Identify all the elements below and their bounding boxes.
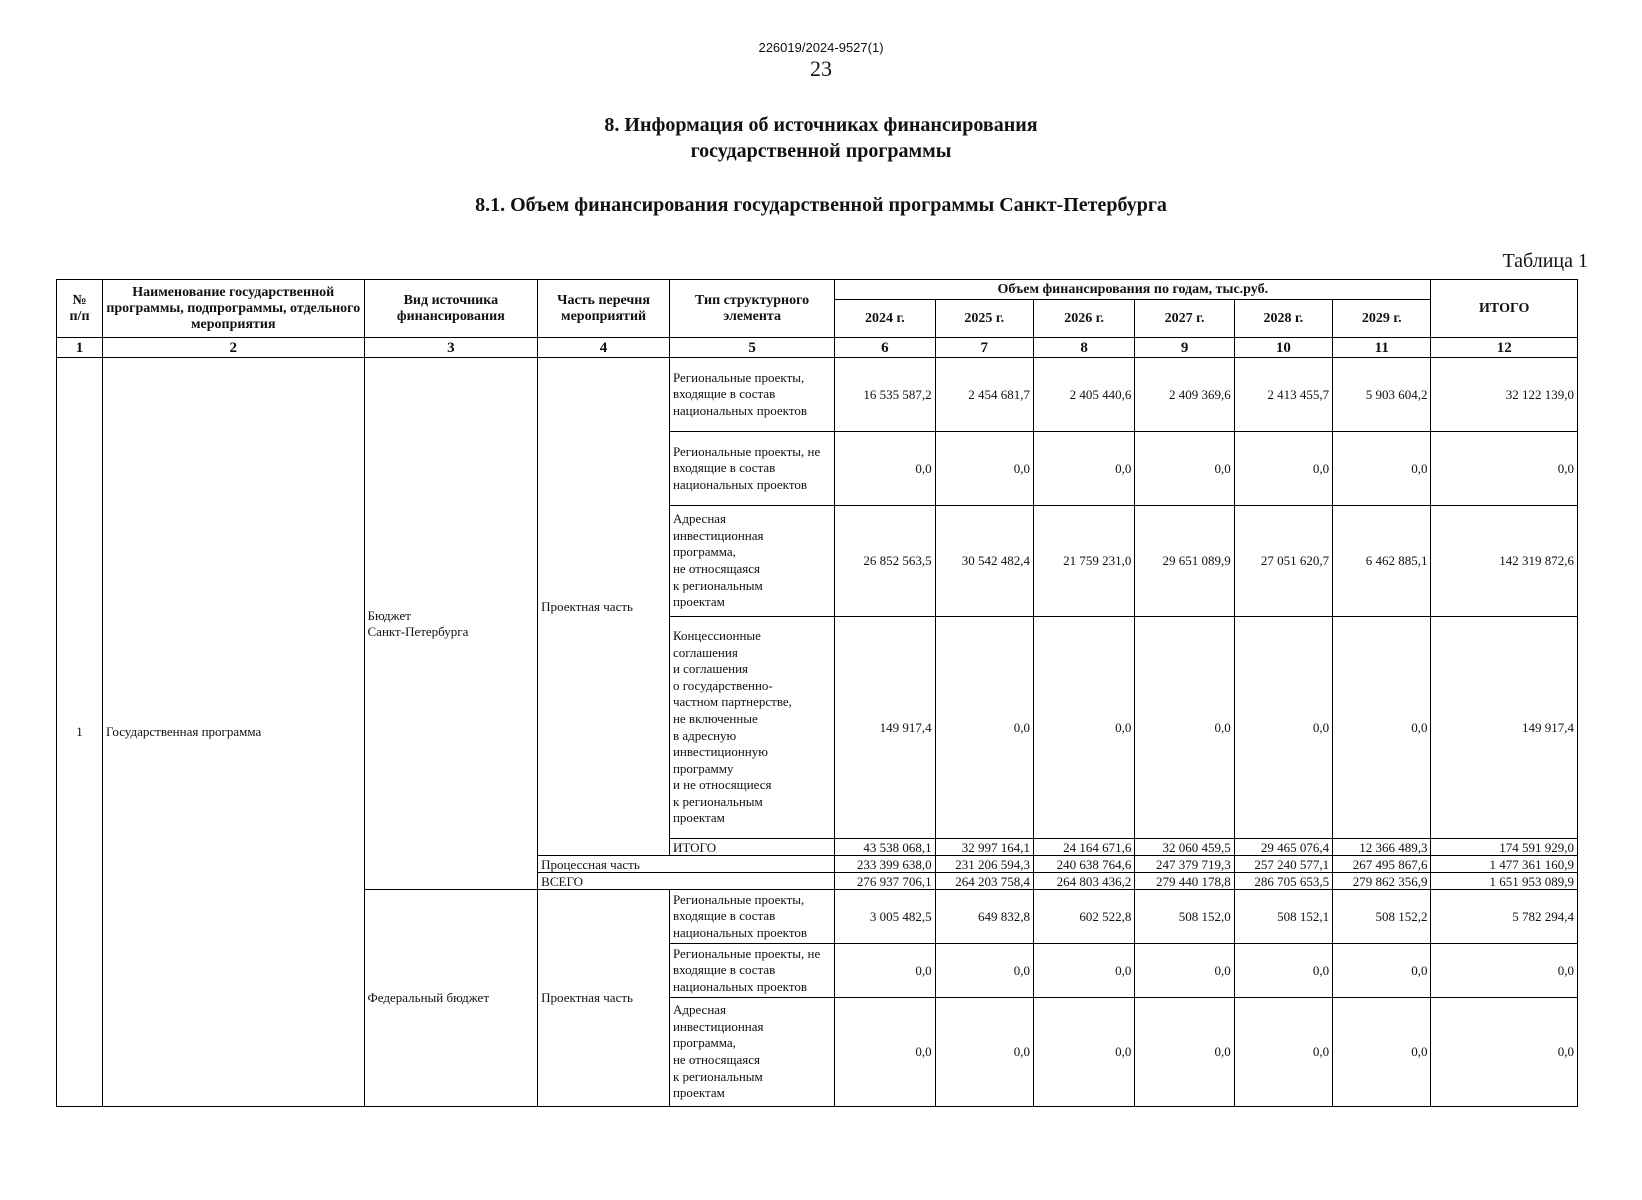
value-cell: 0,0 [1234, 432, 1332, 506]
financing-table [56, 279, 1578, 1107]
value-cell: 29 465 076,4 [1234, 839, 1332, 856]
total-cell: 5 782 294,4 [1431, 890, 1578, 944]
value-cell: 0,0 [935, 998, 1033, 1107]
value-cell: 0,0 [1234, 998, 1332, 1107]
value-cell: 279 862 356,9 [1333, 873, 1431, 890]
total-cell: 174 591 929,0 [1431, 839, 1578, 856]
total-cell: 1 477 361 160,9 [1431, 856, 1578, 873]
value-cell: 279 440 178,8 [1135, 873, 1234, 890]
column-number: 1 [57, 338, 103, 358]
program-name: Государственная программа [103, 358, 365, 1107]
element-type: Адресная инвестиционная программа, не относящаяся к региональным проектам [669, 506, 834, 617]
value-cell: 0,0 [1033, 432, 1134, 506]
value-cell: 32 997 164,1 [935, 839, 1033, 856]
table-label: Таблица 1 [1502, 250, 1588, 272]
grand-total-label: ВСЕГО [538, 873, 835, 890]
header-year: 2027 г. [1135, 300, 1234, 338]
value-cell: 16 535 587,2 [835, 358, 935, 432]
value-cell: 32 060 459,5 [1135, 839, 1234, 856]
value-cell: 231 206 594,3 [935, 856, 1033, 873]
value-cell: 508 152,2 [1333, 890, 1431, 944]
value-cell: 2 405 440,6 [1033, 358, 1134, 432]
value-cell: 26 852 563,5 [835, 506, 935, 617]
value-cell: 0,0 [1135, 432, 1234, 506]
column-number: 3 [364, 338, 538, 358]
value-cell: 0,0 [1135, 998, 1234, 1107]
value-cell: 12 366 489,3 [1333, 839, 1431, 856]
value-cell: 0,0 [1333, 432, 1431, 506]
value-cell: 2 413 455,7 [1234, 358, 1332, 432]
process-part-label: Процессная часть [538, 856, 835, 873]
value-cell: 0,0 [935, 617, 1033, 839]
element-type: Региональные проекты, не входящие в состав национальных проектов [669, 944, 834, 998]
value-cell: 6 462 885,1 [1333, 506, 1431, 617]
column-number: 11 [1333, 338, 1431, 358]
header-funding-source: Вид источника финансирования [364, 280, 538, 338]
value-cell: 257 240 577,1 [1234, 856, 1332, 873]
header-total: ИТОГО [1431, 280, 1578, 338]
value-cell: 2 409 369,6 [1135, 358, 1234, 432]
header-year: 2026 г. [1033, 300, 1134, 338]
column-number-row [57, 338, 1578, 358]
value-cell: 233 399 638,0 [835, 856, 935, 873]
value-cell: 5 903 604,2 [1333, 358, 1431, 432]
subtotal-label: ИТОГО [669, 839, 834, 856]
value-cell: 149 917,4 [835, 617, 935, 839]
header-element-type: Тип структурного элемента [669, 280, 834, 338]
value-cell: 276 937 706,1 [835, 873, 935, 890]
column-number: 9 [1135, 338, 1234, 358]
total-cell: 149 917,4 [1431, 617, 1578, 839]
value-cell: 0,0 [835, 998, 935, 1107]
subsection-title: 8.1. Объем финансирования государственной программы Санкт-Петербурга [475, 194, 1167, 216]
row-number: 1 [57, 358, 103, 1107]
value-cell: 0,0 [1234, 617, 1332, 839]
value-cell: 21 759 231,0 [1033, 506, 1134, 617]
value-cell: 0,0 [1033, 944, 1134, 998]
element-type: Региональные проекты, входящие в состав национальных проектов [669, 358, 834, 432]
header-year: 2024 г. [835, 300, 935, 338]
value-cell: 0,0 [1234, 944, 1332, 998]
value-cell: 0,0 [1033, 617, 1134, 839]
value-cell: 0,0 [1135, 617, 1234, 839]
value-cell: 0,0 [835, 432, 935, 506]
value-cell: 0,0 [1333, 944, 1431, 998]
funding-source-city-budget: Бюджет Санкт-Петербурга [364, 358, 538, 890]
value-cell: 24 164 671,6 [1033, 839, 1134, 856]
document-registration-number: 226019/2024-9527(1) [758, 40, 884, 55]
value-cell: 0,0 [1033, 998, 1134, 1107]
value-cell: 247 379 719,3 [1135, 856, 1234, 873]
table-row [57, 358, 1578, 432]
total-cell: 142 319 872,6 [1431, 506, 1578, 617]
column-number: 8 [1033, 338, 1134, 358]
value-cell: 240 638 764,6 [1033, 856, 1134, 873]
activity-part: Проектная часть [538, 358, 670, 856]
header-year: 2025 г. [935, 300, 1033, 338]
header-num: № п/п [57, 280, 103, 338]
total-cell: 0,0 [1431, 432, 1578, 506]
value-cell: 264 803 436,2 [1033, 873, 1134, 890]
value-cell: 0,0 [835, 944, 935, 998]
activity-part: Проектная часть [538, 890, 670, 1107]
value-cell: 27 051 620,7 [1234, 506, 1332, 617]
column-number: 6 [835, 338, 935, 358]
column-number: 12 [1431, 338, 1578, 358]
header-year: 2029 г. [1333, 300, 1431, 338]
value-cell: 286 705 653,5 [1234, 873, 1332, 890]
value-cell: 508 152,1 [1234, 890, 1332, 944]
total-cell: 0,0 [1431, 944, 1578, 998]
value-cell: 43 538 068,1 [835, 839, 935, 856]
column-number: 5 [669, 338, 834, 358]
total-cell: 1 651 953 089,9 [1431, 873, 1578, 890]
value-cell: 3 005 482,5 [835, 890, 935, 944]
value-cell: 649 832,8 [935, 890, 1033, 944]
header-program-name: Наименование государственной программы, подпрограммы, отдельного мероприятия [103, 280, 365, 338]
value-cell: 267 495 867,6 [1333, 856, 1431, 873]
element-type: Адресная инвестиционная программа, не относящаяся к региональным проектам [669, 998, 834, 1107]
page-number: 23 [810, 56, 832, 81]
value-cell: 30 542 482,4 [935, 506, 1033, 617]
column-number: 7 [935, 338, 1033, 358]
header-year: 2028 г. [1234, 300, 1332, 338]
element-type: Региональные проекты, входящие в состав национальных проектов [669, 890, 834, 944]
section-title-line2: государственной программы [690, 140, 952, 162]
value-cell: 2 454 681,7 [935, 358, 1033, 432]
value-cell: 0,0 [1135, 944, 1234, 998]
column-number: 10 [1234, 338, 1332, 358]
total-cell: 32 122 139,0 [1431, 358, 1578, 432]
header-funding-volume: Объем финансирования по годам, тыс.руб. [835, 280, 1431, 300]
element-type: Региональные проекты, не входящие в состав национальных проектов [669, 432, 834, 506]
section-title-line1: 8. Информация об источниках финансирования [604, 114, 1038, 136]
element-type: Концессионные соглашения и соглашения о государственно- частном партнерстве, не включенные в адресную инвестиционную программу и не относящиеся к региональным проектам [669, 617, 834, 839]
value-cell: 602 522,8 [1033, 890, 1134, 944]
value-cell: 0,0 [1333, 617, 1431, 839]
column-number: 4 [538, 338, 670, 358]
column-number: 2 [103, 338, 365, 358]
value-cell: 0,0 [935, 944, 1033, 998]
value-cell: 264 203 758,4 [935, 873, 1033, 890]
header-activity-part: Часть перечня мероприятий [538, 280, 670, 338]
total-cell: 0,0 [1431, 998, 1578, 1107]
value-cell: 508 152,0 [1135, 890, 1234, 944]
value-cell: 29 651 089,9 [1135, 506, 1234, 617]
value-cell: 0,0 [935, 432, 1033, 506]
value-cell: 0,0 [1333, 998, 1431, 1107]
funding-source-federal-budget: Федеральный бюджет [364, 890, 538, 1107]
